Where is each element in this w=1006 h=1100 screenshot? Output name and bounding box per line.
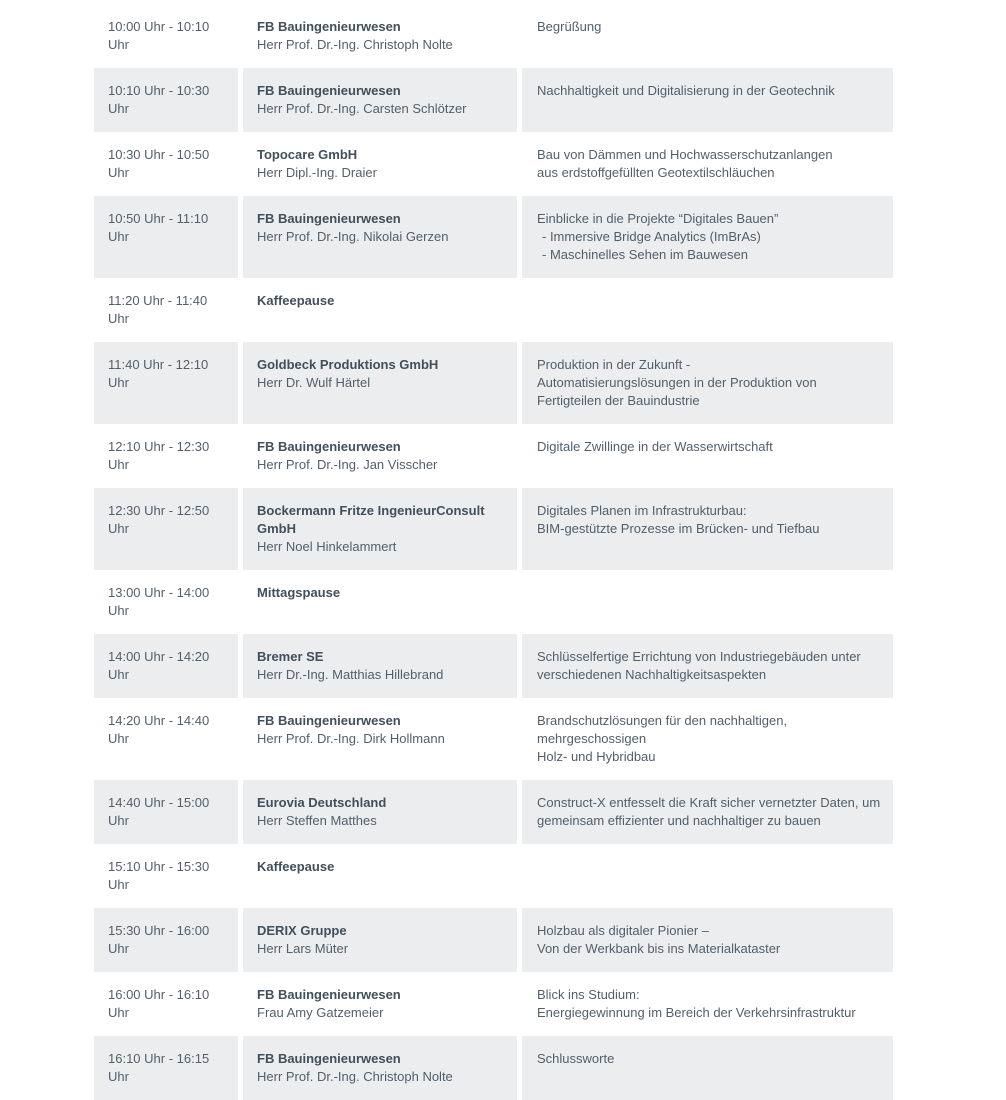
- title-line: Produktion in der Zukunft -: [537, 357, 691, 372]
- talk-title: [522, 278, 893, 342]
- speaker-name: Herr Noel Hinkelammert: [257, 539, 397, 554]
- session-row: [94, 488, 893, 570]
- talk-title: [522, 196, 893, 278]
- time-slot: 11:40 Uhr - 12:10 Uhr: [94, 342, 238, 424]
- event-schedule: [94, 4, 893, 1100]
- talk-title: [522, 698, 893, 780]
- title-line: aus erdstoffgefüllten Geotextilschläuchen: [537, 165, 775, 180]
- time-slot: 10:10 Uhr - 10:30 Uhr: [94, 68, 238, 132]
- speaker-cell: [243, 780, 517, 844]
- talk-title: [522, 4, 893, 68]
- time-slot: 12:30 Uhr - 12:50 Uhr: [94, 488, 238, 570]
- speaker-name: Herr Lars Müter: [257, 941, 349, 956]
- break-label: Mittagspause: [257, 585, 341, 600]
- speaker-name: Herr Prof. Dr.-Ing. Christoph Nolte: [257, 37, 453, 52]
- time-slot: 15:10 Uhr - 15:30 Uhr: [108, 859, 210, 892]
- title-line: Holzbau als digitaler Pionier –: [537, 923, 709, 938]
- organization-name: FB Bauingenieurwesen: [257, 83, 401, 98]
- speaker-name: Herr Prof. Dr.-Ing. Carsten Schlötzer: [257, 101, 467, 116]
- session-row: [94, 972, 893, 1036]
- title-line: gemeinsam effizienter und nachhaltiger zu bauen: [537, 813, 821, 828]
- title-line: Brandschutzlösungen für den nachhaltigen, mehrgeschossigen: [537, 713, 788, 746]
- time-slot: 14:20 Uhr - 14:40 Uhr: [108, 713, 210, 746]
- organization-name: Bockermann Fritze IngenieurConsult GmbH: [257, 503, 485, 536]
- speaker-cell: [243, 698, 517, 780]
- session-row: [94, 4, 893, 68]
- break-label: Kaffeepause: [257, 859, 335, 874]
- organization-name: FB Bauingenieurwesen: [257, 439, 401, 454]
- talk-title: [522, 570, 893, 634]
- session-row: [94, 132, 893, 196]
- speaker-cell: [243, 278, 517, 342]
- speaker-cell: [243, 1036, 517, 1100]
- time-slot: 12:10 Uhr - 12:30 Uhr: [108, 439, 210, 472]
- title-line: Einblicke in die Projekte “Digitales Bauen”: [537, 211, 779, 226]
- organization-name: Topocare GmbH: [257, 147, 358, 162]
- talk-title: [522, 1036, 893, 1100]
- organization-name: Bremer SE: [257, 649, 324, 664]
- speaker-cell: [243, 342, 517, 424]
- speaker-cell: [243, 488, 517, 570]
- time-slot: 10:00 Uhr - 10:10 Uhr: [108, 19, 210, 52]
- session-row: [94, 342, 893, 424]
- break-label: Kaffeepause: [257, 293, 335, 308]
- organization-name: FB Bauingenieurwesen: [257, 987, 401, 1002]
- organization-name: FB Bauingenieurwesen: [257, 19, 401, 34]
- break-row: [94, 570, 893, 634]
- speaker-name: Herr Prof. Dr.-Ing. Christoph Nolte: [257, 1069, 453, 1084]
- speaker-cell: [243, 634, 517, 698]
- speaker-name: Herr Dipl.-Ing. Draier: [257, 165, 377, 180]
- organization-name: Goldbeck Produktions GmbH: [257, 357, 439, 372]
- speaker-name: Herr Prof. Dr.-Ing. Dirk Hollmann: [257, 731, 445, 746]
- session-row: [94, 424, 893, 488]
- organization-name: Eurovia Deutschland: [257, 795, 387, 810]
- title-line: Begrüßung: [537, 19, 602, 34]
- talk-title: [522, 68, 893, 132]
- talk-title: [522, 488, 893, 570]
- session-row: [94, 196, 893, 278]
- talk-title: [522, 908, 893, 972]
- title-line: Bau von Dämmen und Hochwasserschutzanlangen: [537, 147, 833, 162]
- speaker-cell: [243, 908, 517, 972]
- speaker-cell: [243, 972, 517, 1036]
- speaker-name: Herr Dr. Wulf Härtel: [257, 375, 371, 390]
- title-line: Fertigteilen der Bauindustrie: [537, 393, 700, 408]
- speaker-cell: [243, 424, 517, 488]
- speaker-cell: [243, 570, 517, 634]
- break-row: [94, 278, 893, 342]
- time-slot: 10:50 Uhr - 11:10 Uhr: [94, 196, 238, 278]
- talk-title: [522, 780, 893, 844]
- title-line: Schlüsselfertige Errichtung von Industriegebäuden unter: [537, 649, 861, 664]
- title-line: Energiegewinnung im Bereich der Verkehrsinfrastruktur: [537, 1005, 856, 1020]
- session-row: [94, 698, 893, 780]
- break-row: [94, 844, 893, 908]
- organization-name: FB Bauingenieurwesen: [257, 713, 401, 728]
- talk-title: [522, 342, 893, 424]
- title-line: Construct-X entfesselt die Kraft sicher vernetzter Daten, um: [537, 795, 881, 810]
- title-line: - Immersive Bridge Analytics (ImBrAs): [542, 229, 761, 244]
- talk-title: [522, 132, 893, 196]
- session-row: [94, 68, 893, 132]
- title-line: Automatisierungslösungen in der Produktion von: [537, 375, 817, 390]
- session-row: [94, 634, 893, 698]
- title-line: Schlussworte: [537, 1051, 615, 1066]
- time-slot: 13:00 Uhr - 14:00 Uhr: [108, 585, 210, 618]
- talk-title: [522, 424, 893, 488]
- speaker-cell: [243, 4, 517, 68]
- time-slot: 11:20 Uhr - 11:40 Uhr: [108, 293, 208, 326]
- title-line: Blick ins Studium:: [537, 987, 640, 1002]
- speaker-cell: [243, 68, 517, 132]
- time-slot: 10:30 Uhr - 10:50 Uhr: [108, 147, 210, 180]
- organization-name: DERIX Gruppe: [257, 923, 347, 938]
- speaker-name: Herr Steffen Matthes: [257, 813, 377, 828]
- speaker-name: Herr Prof. Dr.-Ing. Nikolai Gerzen: [257, 229, 449, 244]
- title-line: Digitale Zwillinge in der Wasserwirtschaft: [537, 439, 773, 454]
- speaker-cell: [243, 196, 517, 278]
- title-line: verschiedenen Nachhaltigkeitsaspekten: [537, 667, 767, 682]
- title-line: Von der Werkbank bis ins Materialkataster: [537, 941, 781, 956]
- talk-title: [522, 844, 893, 908]
- title-line: BIM-gestützte Prozesse im Brücken- und Tiefbau: [537, 521, 820, 536]
- time-slot: 15:30 Uhr - 16:00 Uhr: [94, 908, 238, 972]
- title-line: Nachhaltigkeit und Digitalisierung in der Geotechnik: [537, 83, 835, 98]
- time-slot: 14:40 Uhr - 15:00 Uhr: [94, 780, 238, 844]
- organization-name: FB Bauingenieurwesen: [257, 211, 401, 226]
- time-slot: 16:10 Uhr - 16:15 Uhr: [94, 1036, 238, 1100]
- title-line: Holz- und Hybridbau: [537, 749, 656, 764]
- title-line: Digitales Planen im Infrastrukturbau:: [537, 503, 747, 518]
- title-line: - Maschinelles Sehen im Bauwesen: [542, 247, 748, 262]
- time-slot: 14:00 Uhr - 14:20 Uhr: [94, 634, 238, 698]
- talk-title: [522, 634, 893, 698]
- speaker-cell: [243, 844, 517, 908]
- speaker-name: Herr Dr.-Ing. Matthias Hillebrand: [257, 667, 444, 682]
- session-row: [94, 780, 893, 844]
- speaker-name: Herr Prof. Dr.-Ing. Jan Visscher: [257, 457, 438, 472]
- speaker-name: Frau Amy Gatzemeier: [257, 1005, 384, 1020]
- talk-title: [522, 972, 893, 1036]
- time-slot: 16:00 Uhr - 16:10 Uhr: [108, 987, 210, 1020]
- organization-name: FB Bauingenieurwesen: [257, 1051, 401, 1066]
- session-row: [94, 1036, 893, 1100]
- session-row: [94, 908, 893, 972]
- speaker-cell: [243, 132, 517, 196]
